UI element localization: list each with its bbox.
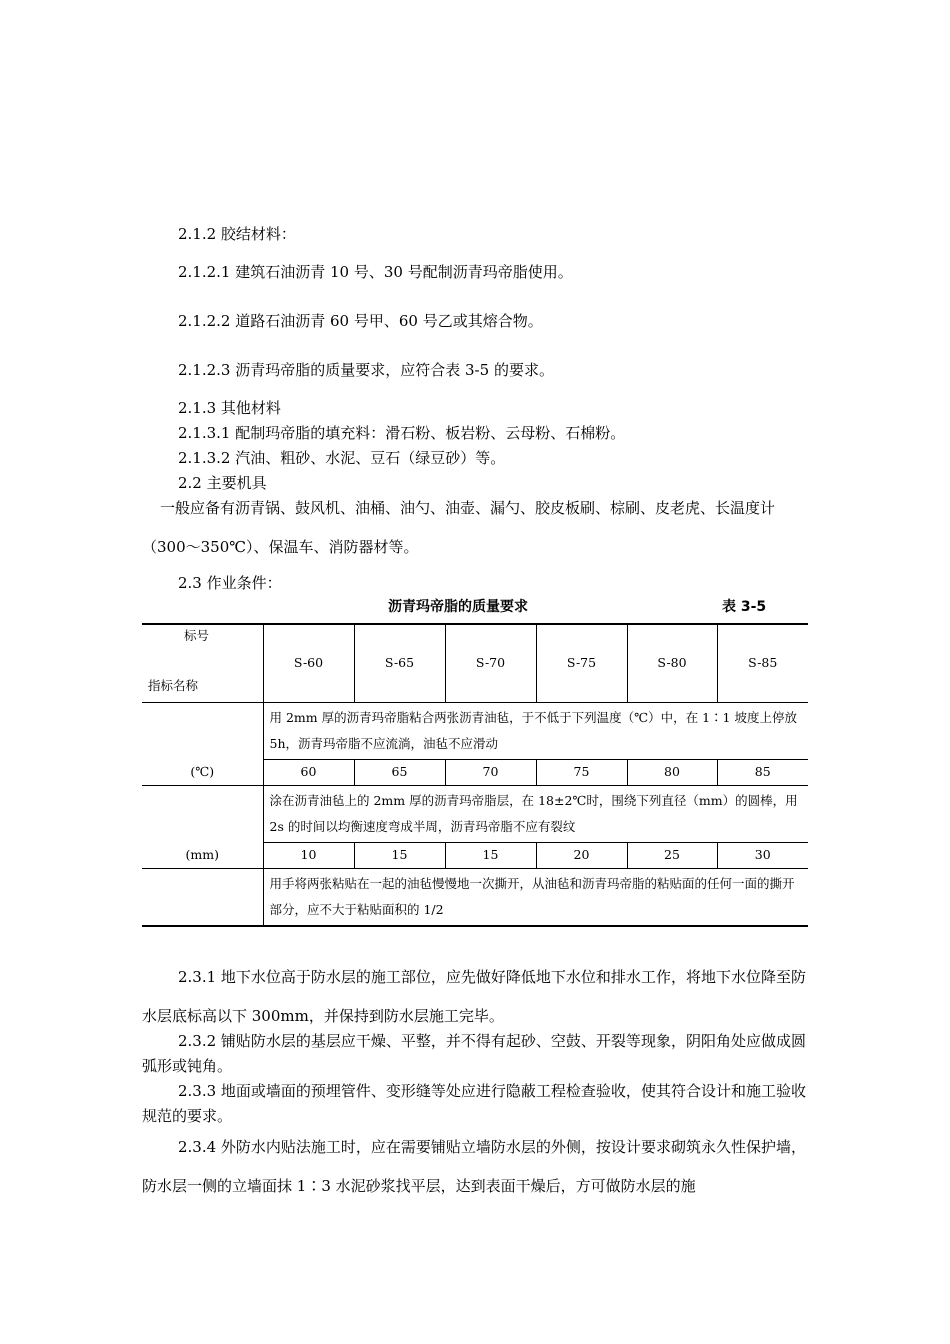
grade-header: S-65 <box>354 624 445 702</box>
grade-header: S-75 <box>536 624 627 702</box>
grade-header: S-80 <box>627 624 717 702</box>
header-corner-cell <box>142 624 263 702</box>
heading-2-3: 2.3 作业条件： <box>178 574 282 592</box>
para-2-3-3: 2.3.3 地面或墙面的预埋管件、变形缝等处应进行隐蔽工程检查验收，使其符合设计和施工验收规范的要求。 <box>142 1082 806 1125</box>
table-caption: 沥青玛帝脂的质量要求 <box>388 599 528 615</box>
heat-description: 用 2mm 厚的沥青玛帝脂粘合两张沥青油毡，于不低于下列温度（℃）中，在 1∶1 坡度上停放 5h，沥青玛帝脂不应流淌，油毡不应滑动 <box>263 702 808 759</box>
flex-description: 涂在沥青油毡上的 2mm 厚的沥青玛帝脂层，在 18±2℃时，围绕下列直径（mm）的圆棒，用 2s 的时间以均衡速度弯成半周，沥青玛帝脂不应有裂纹 <box>263 785 808 842</box>
para-2-1-2-2: 2.1.2.2 道路石油沥青 60 号甲、60 号乙或其熔合物。 <box>178 312 543 330</box>
adhesion-row <box>142 868 808 926</box>
flex-value: 15 <box>354 842 445 868</box>
para-2-3-4: 2.3.4 外防水内贴法施工时，应在需要铺贴立墙防水层的外侧，按设计要求砌筑永久性保护墙，防水层一侧的立墙面抹 1∶3 水泥砂浆找平层，达到表面干燥后，方可做防水层的施 <box>142 1138 806 1195</box>
para-2-3-1: 2.3.1 地下水位高于防水层的施工部位，应先做好降低地下水位和排水工作，将地下水位降至防水层底标高以下 300mm，并保持到防水层施工完毕。 <box>142 968 806 1025</box>
para-2-1-2-3: 2.1.2.3 沥青玛帝脂的质量要求，应符合表 3-5 的要求。 <box>178 361 554 379</box>
para-2-1-2-1: 2.1.2.1 建筑石油沥青 10 号、30 号配制沥青玛帝脂使用。 <box>178 263 573 281</box>
table-header-row <box>142 624 808 702</box>
table-number: 表 3-5 <box>722 599 767 615</box>
grade-header: S-85 <box>717 624 808 702</box>
para-equipment-line1: 一般应备有沥青锅、鼓风机、油桶、油勺、油壶、漏勺、胶皮板刷、棕刷、皮老虎、长温度计 <box>160 499 776 517</box>
heat-value: 70 <box>445 759 536 785</box>
flex-value: 30 <box>717 842 808 868</box>
heading-2-1-3: 2.1.3 其他材料 <box>178 399 281 417</box>
flex-desc-row <box>142 785 808 842</box>
heat-value: 75 <box>536 759 627 785</box>
flex-value: 10 <box>263 842 354 868</box>
flex-unit-cell: (mm) <box>142 785 263 868</box>
para-2-1-3-2: 2.1.3.2 汽油、粗砂、水泥、豆石（绿豆砂）等。 <box>178 449 506 467</box>
heat-unit-cell: (℃) <box>142 702 263 785</box>
heat-desc-row <box>142 702 808 759</box>
heat-value: 60 <box>263 759 354 785</box>
para-2-1-3-1: 2.1.3.1 配制玛帝脂的填充料：滑石粉、板岩粉、云母粉、石棉粉。 <box>178 424 626 442</box>
flex-value: 25 <box>627 842 717 868</box>
heading-2-1-2: 2.1.2 胶结材料： <box>178 225 296 243</box>
corner-label-indicator: 指标名称 <box>148 678 199 693</box>
heat-value: 85 <box>717 759 808 785</box>
adhesion-label-cell <box>142 868 263 926</box>
flex-value: 15 <box>445 842 536 868</box>
adhesion-description: 用手将两张粘贴在一起的油毡慢慢地一次撕开，从油毡和沥青玛帝脂的粘贴面的任何一面的撕开部分，应不大于粘贴面积的 1/2 <box>263 868 808 926</box>
quality-table <box>142 623 808 927</box>
corner-label-grade: 标号 <box>184 628 210 643</box>
heading-2-2: 2.2 主要机具 <box>178 474 267 492</box>
grade-header: S-60 <box>263 624 354 702</box>
para-2-3-2: 2.3.2 铺贴防水层的基层应干燥、平整，并不得有起砂、空鼓、开裂等现象，阴阳角处应做成圆弧形或钝角。 <box>142 1032 806 1075</box>
flex-value: 20 <box>536 842 627 868</box>
heat-value: 80 <box>627 759 717 785</box>
heat-value: 65 <box>354 759 445 785</box>
grade-header: S-70 <box>445 624 536 702</box>
para-equipment-line2: （300～350℃）、保温车、消防器材等。 <box>142 538 419 556</box>
